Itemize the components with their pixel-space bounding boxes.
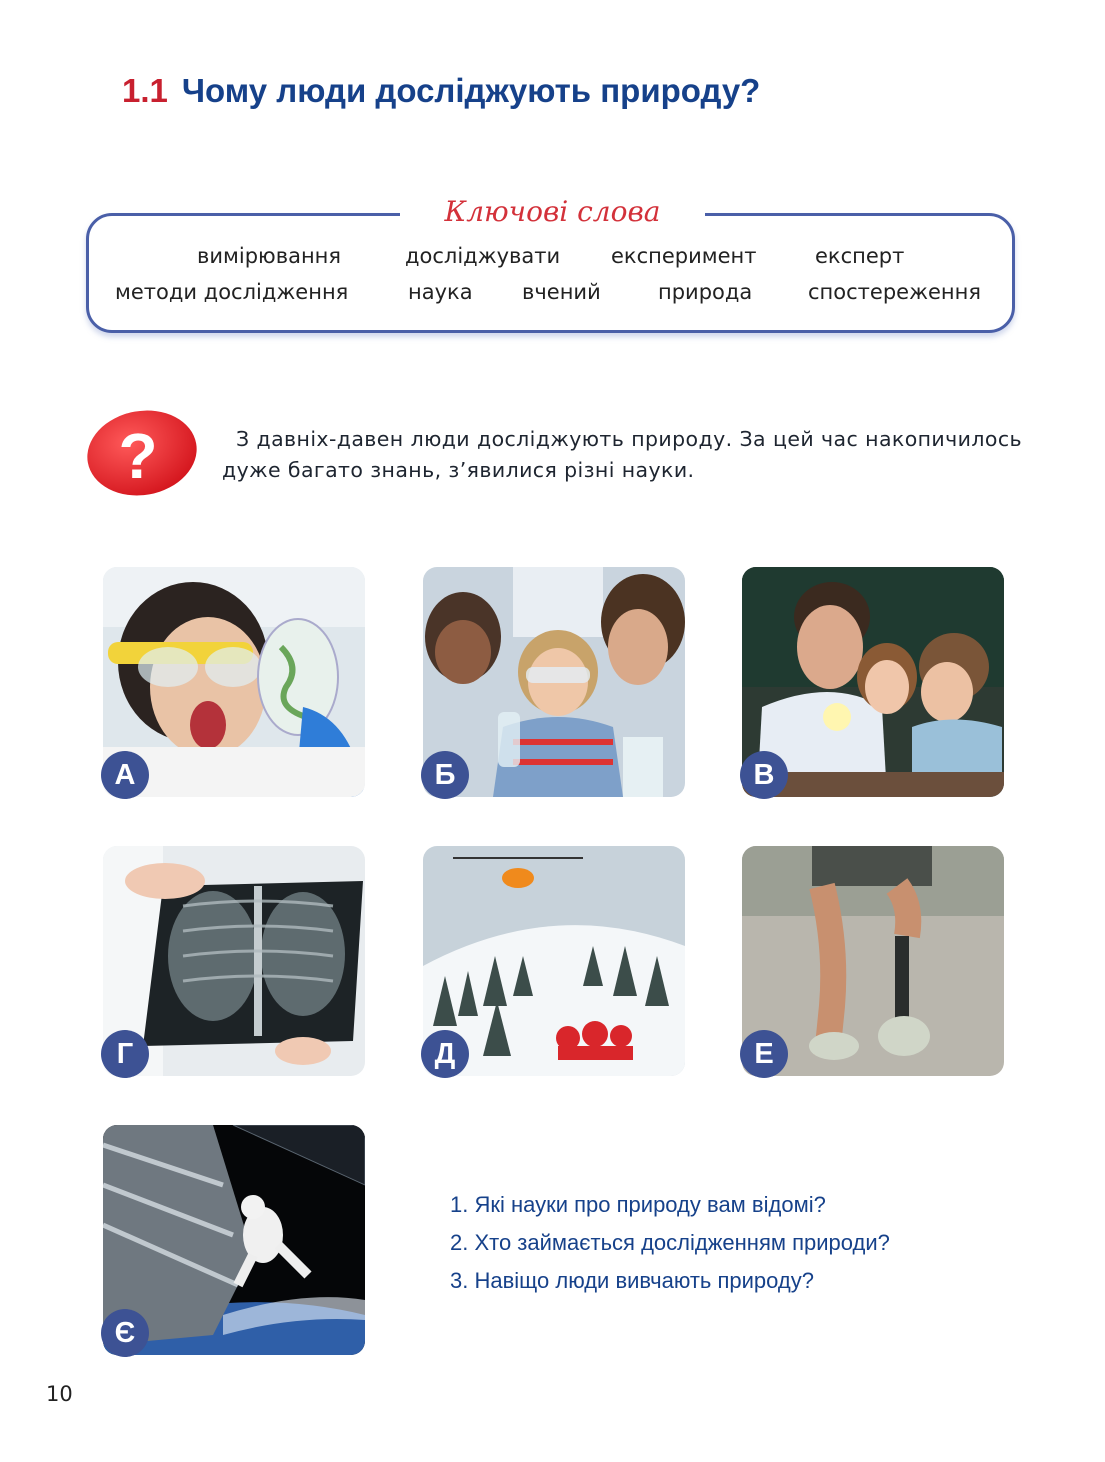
photo-letter-badge: Д (421, 1030, 469, 1078)
keyword: методи дослідження (115, 280, 349, 304)
photo-letter-badge: Б (421, 751, 469, 799)
keyword: експеримент (611, 244, 757, 268)
question-item: 1. Які науки про природу вам відомі? (450, 1192, 826, 1217)
photo-letter-badge: Г (101, 1030, 149, 1078)
photo-letter-badge: В (740, 751, 788, 799)
section-heading (122, 72, 760, 120)
question-mark-icon (86, 410, 198, 496)
keywords-title: Ключові слова (400, 190, 705, 234)
question-item: 2. Хто займається дослідженням природи? (450, 1230, 890, 1255)
section-number: 1.1 (122, 72, 168, 109)
section-title: Чому люди досліджують природу? (181, 72, 761, 109)
keyword: спостереження (808, 280, 982, 304)
keyword: досліджувати (405, 244, 561, 268)
keyword: вимірювання (197, 244, 342, 268)
question-item: 3. Навіщо люди вивчають природу? (450, 1268, 814, 1293)
photo-letter-badge: Є (101, 1309, 149, 1357)
photo-letter-badge: А (101, 751, 149, 799)
keyword: природа (658, 280, 753, 304)
keyword: наука (408, 280, 473, 304)
questions-list (450, 1190, 890, 1304)
page-number: 10 (46, 1382, 73, 1406)
keyword: експерт (815, 244, 905, 268)
svg-text:?: ? (118, 420, 158, 492)
photo-letter-badge: Е (740, 1030, 788, 1078)
keyword: вчений (522, 280, 601, 304)
intro-text: З давніх-давен люди досліджують природу. За цей час накопичилось дуже багато знань, з’явилися різні науки. (222, 427, 1022, 482)
